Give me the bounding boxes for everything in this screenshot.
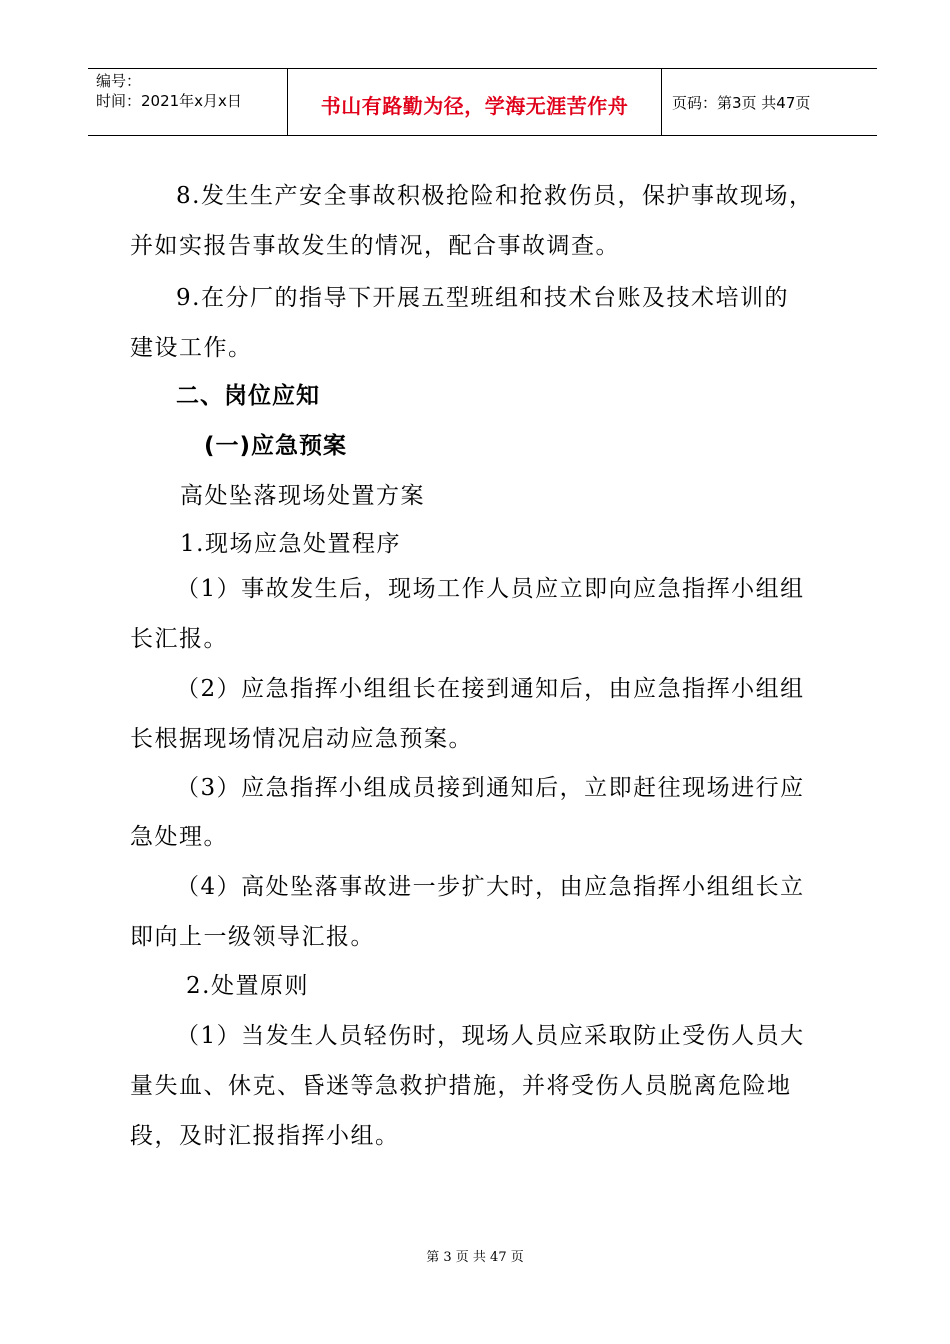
paragraph-line: 量失血、休克、昏迷等急救护措施，并将受伤人员脱离危险地: [130, 1073, 792, 1099]
header-meta: [88, 69, 287, 135]
subsection-heading: (一)应急预案: [204, 433, 348, 459]
paragraph-line: （4）高处坠落事故进一步扩大时，由应急指挥小组组长立: [176, 874, 805, 900]
paragraph-line: 并如实报告事故发生的情况，配合事故调查。: [130, 233, 620, 259]
paragraph-line: 1.现场应急处置程序: [180, 531, 401, 557]
paragraph-line: （3）应急指挥小组成员接到通知后，立即赶往现场进行应: [176, 775, 805, 801]
paragraph-line: 急处理。: [130, 824, 228, 850]
paragraph-line: （1）事故发生后，现场工作人员应立即向应急指挥小组组: [176, 576, 805, 602]
paragraph-line: 即向上一级领导汇报。: [130, 924, 375, 950]
paragraph-line: 段，及时汇报指挥小组。: [130, 1123, 400, 1149]
paragraph-line: （1）当发生人员轻伤时，现场人员应采取防止受伤人员大: [176, 1023, 805, 1049]
paragraph-line: 长根据现场情况启动应急预案。: [130, 726, 473, 752]
paragraph-line: 长汇报。: [130, 626, 228, 652]
document-time-label: 时间：2021年x月x日: [96, 92, 242, 110]
header-page-info: 页码：第3页 共47页: [672, 93, 811, 112]
paragraph-line: 建设工作。: [130, 335, 253, 361]
section-heading: 二、岗位应知: [176, 383, 320, 409]
paragraph-line: 8.发生生产安全事故积极抢险和抢救伤员，保护事故现场，: [176, 183, 814, 209]
page-footer: 第 3 页 共 47 页: [426, 1250, 524, 1265]
header-motto-cell: [287, 69, 662, 135]
document-header: [88, 68, 877, 136]
paragraph-line: 9.在分厂的指导下开展五型班组和技术台账及技术培训的: [176, 285, 789, 311]
header-page-info-cell: [662, 69, 877, 135]
paragraph-line: （2）应急指挥小组组长在接到通知后，由应急指挥小组组: [176, 676, 805, 702]
paragraph-line: 2.处置原则: [186, 973, 309, 999]
plan-title: 高处坠落现场处置方案: [180, 483, 425, 509]
header-motto: 书山有路勤为径，学海无涯苦作舟: [320, 93, 629, 118]
document-number-label: 编号：: [96, 72, 142, 90]
